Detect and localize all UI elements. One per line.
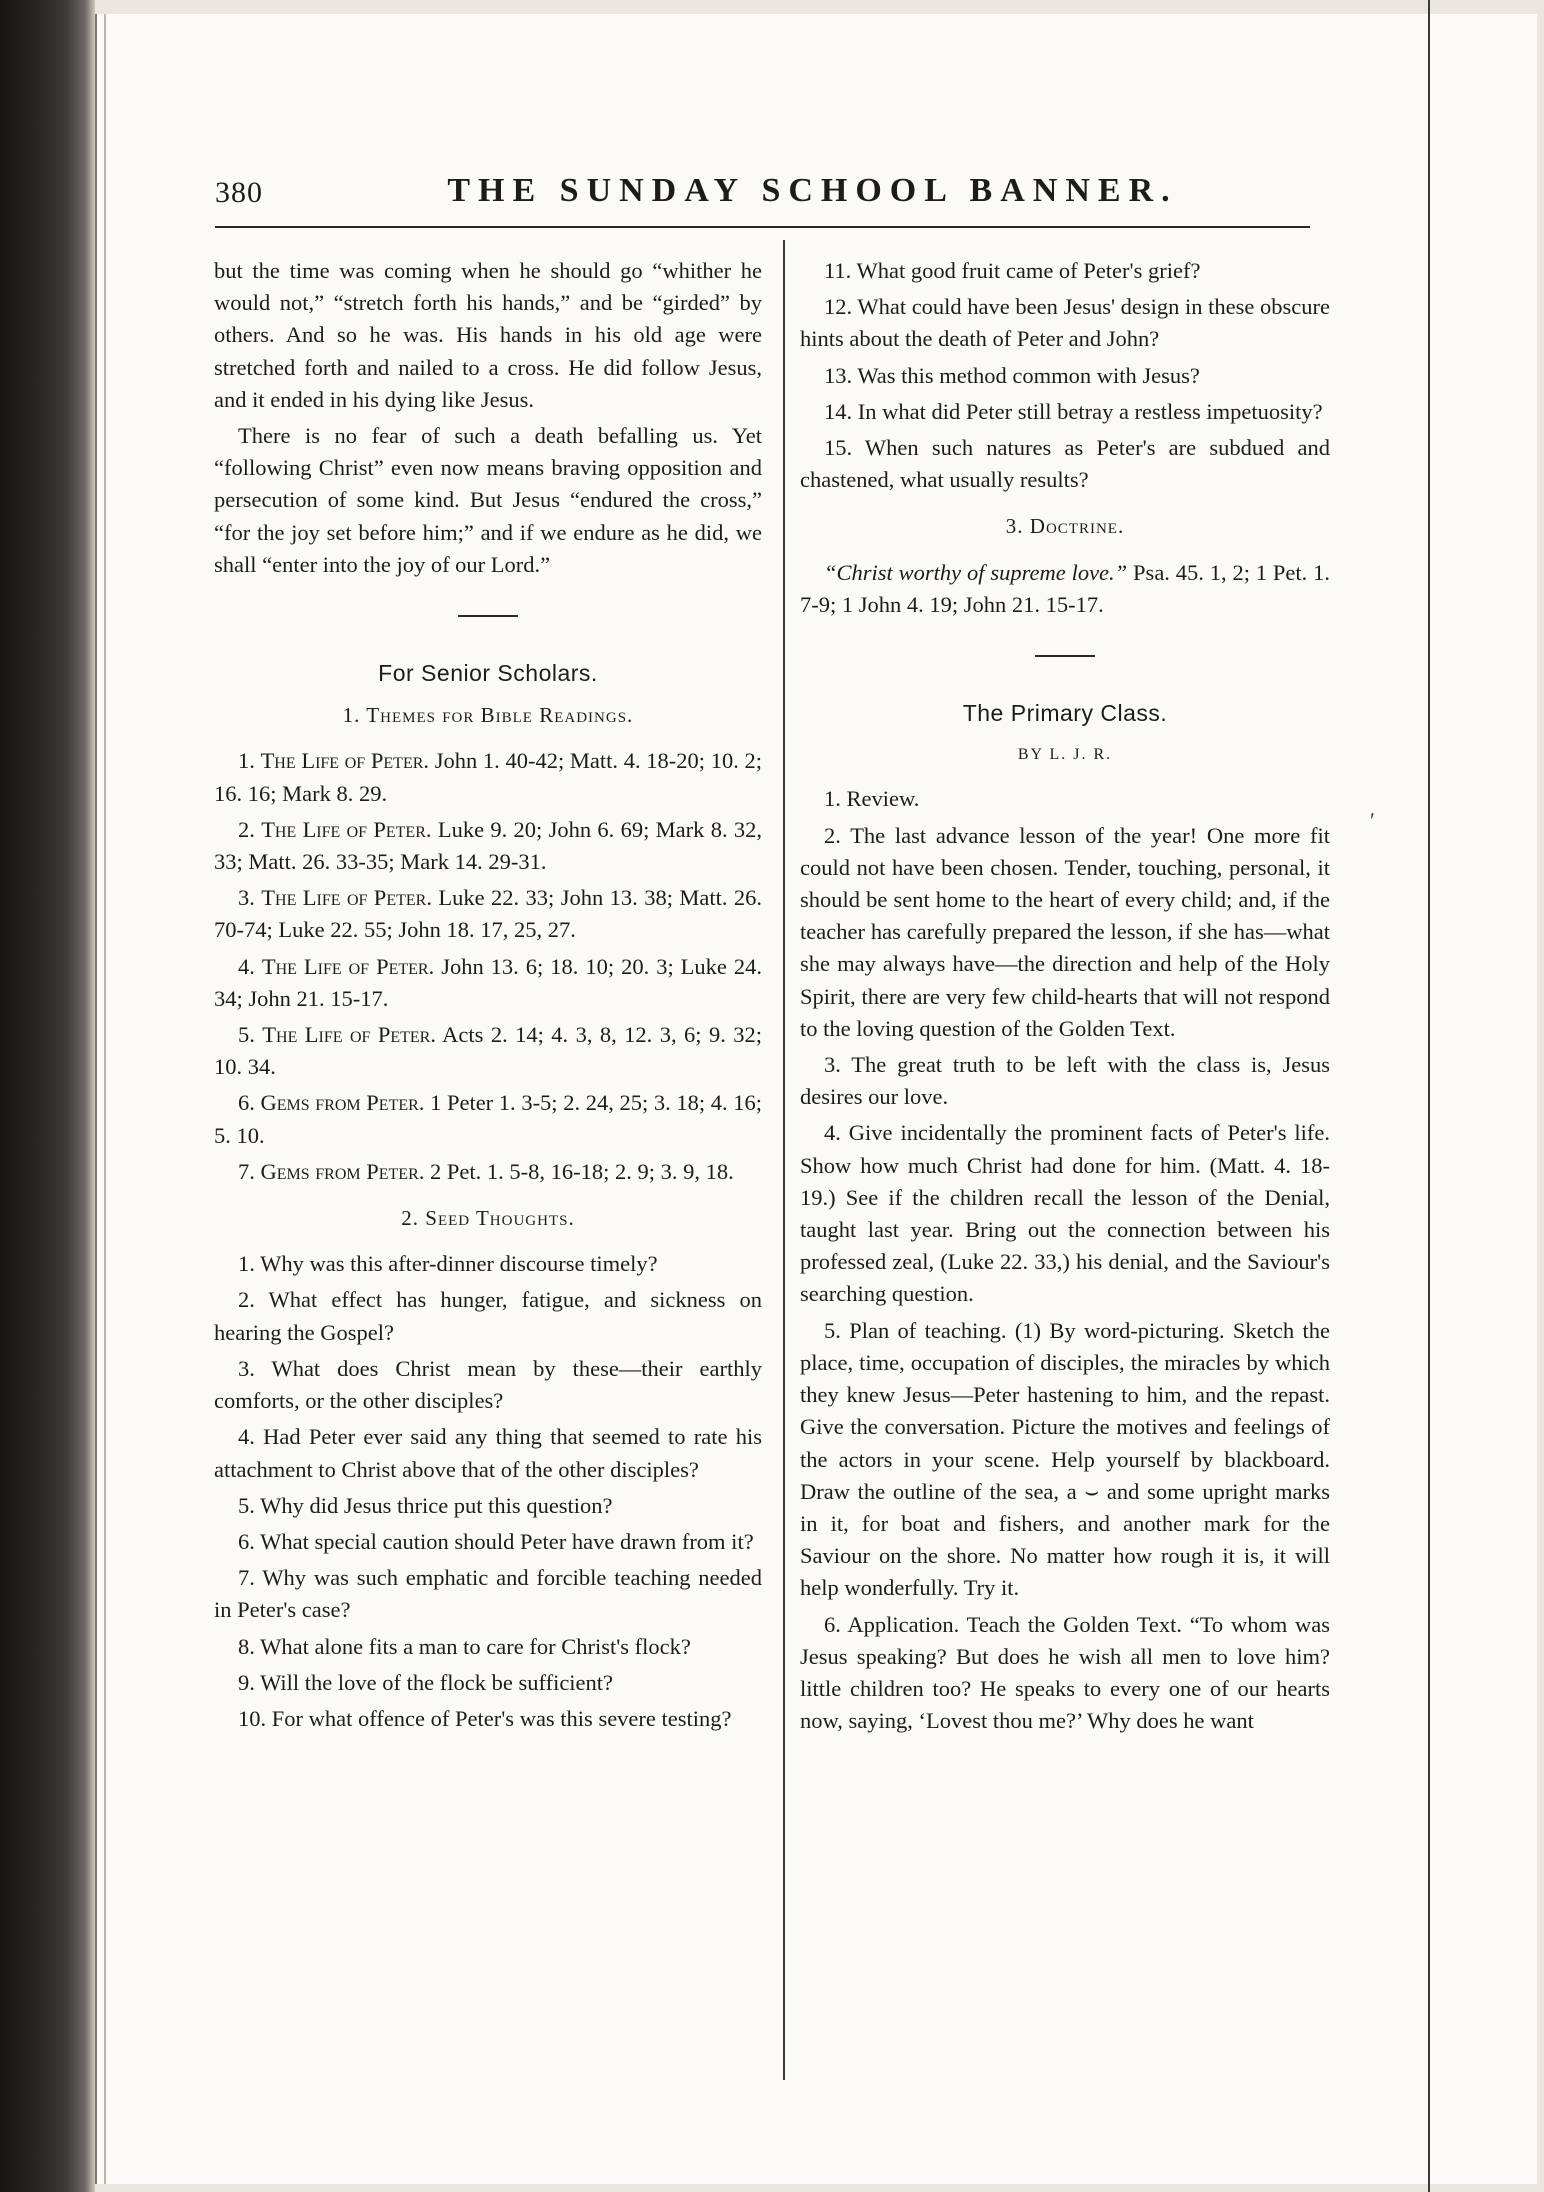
- lesson-item: 4. Give incidentally the prominent facts of Peter's life. Show how much Christ had done for him. (Matt. 4. 18-19.) See if the children recall the lesson of the Denial, taught last year. Bring out the connection between his professed zeal, (Luke 22. 33,) his denial, and the Saviour's searching question.: [800, 1120, 1330, 1307]
- section-divider: [1035, 655, 1095, 657]
- themes-list: [214, 745, 762, 1188]
- theme-item: 6. Gems from Peter. 1 Peter 1. 3-5; 2. 24, 25; 3. 18; 4. 16; 5. 10.: [214, 1090, 763, 1148]
- header-rule: [215, 226, 1310, 228]
- lesson-item: 6. Application. Teach the Golden Text. “To whom was Jesus speaking? But does he wish all men to love him? little children too? He speaks to every one of our hearts now, saying, ‘Lovest thou me?’ Why does he want: [800, 1611, 1330, 1734]
- lesson-item: 2. The last advance lesson of the year! One more fit could not have been chosen. Tender, touching, personal, it should be sent home to the heart of every child; and, if the teacher has carefully prepared the lesson, if she has—what she may always have—the direction and help of the Holy Spirit, there are very few child-hearts that will not respond to the loving question of the Golden Text.: [800, 822, 1330, 1041]
- margin-mark: ʹ: [1370, 808, 1375, 833]
- theme-item: 4. The Life of Peter. John 13. 6; 18. 10; 20. 3; Luke 24. 34; John 21. 15-17.: [214, 953, 763, 1011]
- doctrine-text: [800, 557, 1330, 621]
- question-item: 7. Why was such emphatic and forcible teaching needed in Peter's case?: [214, 1565, 762, 1623]
- left-column: [214, 255, 762, 1739]
- intro-paragraph: There is no fear of such a death befalling us. Yet “following Christ” even now means braving opposition and persecution of some kind. But Jesus “endured the cross,” “for the joy set before him;” and if we endure as he did, we shall “enter into the joy of our Lord.”: [214, 423, 762, 577]
- section-divider: [458, 615, 518, 617]
- author-byline: BY L. J. R.: [1017, 746, 1113, 764]
- question-item: 2. What effect has hunger, fatigue, and sickness on hearing the Gospel?: [214, 1287, 762, 1345]
- theme-item: 1. The Life of Peter. John 1. 40-42; Matt. 4. 18-20; 10. 2; 16. 16; Mark 8. 29.: [214, 748, 763, 806]
- intro-paragraph: but the time was coming when he should go “whither he would not,” “stretch forth his hands,” and be “girded” by others. And so he was. His hands in his old age were stretched forth and nailed to a cross. He did follow Jesus, and it ended in his dying like Jesus.: [214, 258, 762, 412]
- lesson-item: 3. The great truth to be left with the class is, Jesus desires our love.: [800, 1052, 1330, 1110]
- right-column: [800, 255, 1330, 1741]
- theme-item: 7. Gems from Peter. 2 Pet. 1. 5-8, 16-18; 2. 9; 3. 9, 18.: [238, 1158, 734, 1184]
- page-edge-line: [104, 14, 106, 2184]
- question-item: 10. For what offence of Peter's was this severe testing?: [238, 1705, 732, 1731]
- seed-thoughts-list: [214, 1248, 762, 1735]
- question-item: 9. Will the love of the flock be sufficient?: [238, 1669, 614, 1695]
- lesson-item: 5. Plan of teaching. (1) By word-picturing. Sketch the place, time, occupation of disciples, the miracles by which they knew Jesus—Peter hastening to him, and the repast. Give the conversation. Picture the motives and feelings of the actors in your scene. Help yourself by blackboard. Draw the outline of the sea, a ⌣ and some upright marks in it, for boat and fishers, and another mark for the Saviour on the shore. No matter how rough it is, it will help wonderfully. Try it.: [800, 1317, 1330, 1601]
- page-number: 380: [215, 176, 263, 209]
- theme-item: 3. The Life of Peter. Luke 22. 33; John 13. 38; Matt. 26. 70-74; Luke 22. 55; John 18. 17, 25, 27.: [214, 885, 763, 943]
- section-title: For Senior Scholars.: [378, 660, 598, 687]
- question-item: 14. In what did Peter still betray a restless impetuosity?: [824, 398, 1323, 424]
- question-item: 13. Was this method common with Jesus?: [824, 362, 1200, 388]
- question-item: 1. Why was this after-dinner discourse timely?: [238, 1251, 658, 1277]
- seed-thoughts-continued: [800, 255, 1330, 496]
- lesson-item: 1. Review.: [824, 786, 920, 812]
- primary-class-list: [800, 783, 1330, 1737]
- doctrine-quote: “Christ worthy of supreme love.”: [824, 559, 1128, 585]
- book-binding: [0, 0, 95, 2192]
- question-item: 4. Had Peter ever said any thing that seemed to rate his attachment to Christ above that of the other disciples?: [214, 1424, 762, 1482]
- column-divider: [783, 240, 785, 2080]
- right-crop-edge: [1428, 0, 1430, 2192]
- question-item: 12. What could have been Jesus' design in these obscure hints about the death of Peter and John?: [800, 294, 1331, 352]
- page-header: [215, 172, 1310, 218]
- question-item: 8. What alone fits a man to care for Christ's flock?: [238, 1633, 691, 1659]
- theme-item: 5. The Life of Peter. Acts 2. 14; 4. 3, 8, 12. 3, 6; 9. 32; 10. 34.: [214, 1022, 762, 1080]
- question-item: 11. What good fruit came of Peter's grief?: [824, 258, 1201, 283]
- subsection-heading: 3. Doctrine.: [1005, 514, 1125, 539]
- publication-title: THE SUNDAY SCHOOL BANNER.: [447, 172, 1178, 209]
- question-item: 6. What special caution should Peter have drawn from it?: [238, 1528, 754, 1554]
- theme-item: 2. The Life of Peter. Luke 9. 20; John 6. 69; Mark 8. 32, 33; Matt. 26. 33-35; Mark 14. 29-31.: [214, 816, 763, 875]
- section-title: The Primary Class.: [962, 700, 1168, 727]
- question-item: 3. What does Christ mean by these—their earthly comforts, or the other disciples?: [214, 1355, 762, 1414]
- question-item: 15. When such natures as Peter's are subdued and chastened, what usually results?: [800, 435, 1330, 493]
- subsection-heading: 2. Seed Thoughts.: [401, 1206, 575, 1231]
- subsection-heading: 1. Themes for Bible Readings.: [342, 703, 634, 728]
- question-item: 5. Why did Jesus thrice put this question?: [238, 1492, 613, 1518]
- doctrine-refs: Psa. 45. 1, 2; 1 Pet. 1. 7-9; 1 John 4. 19; John 21. 15-17.: [800, 559, 1331, 617]
